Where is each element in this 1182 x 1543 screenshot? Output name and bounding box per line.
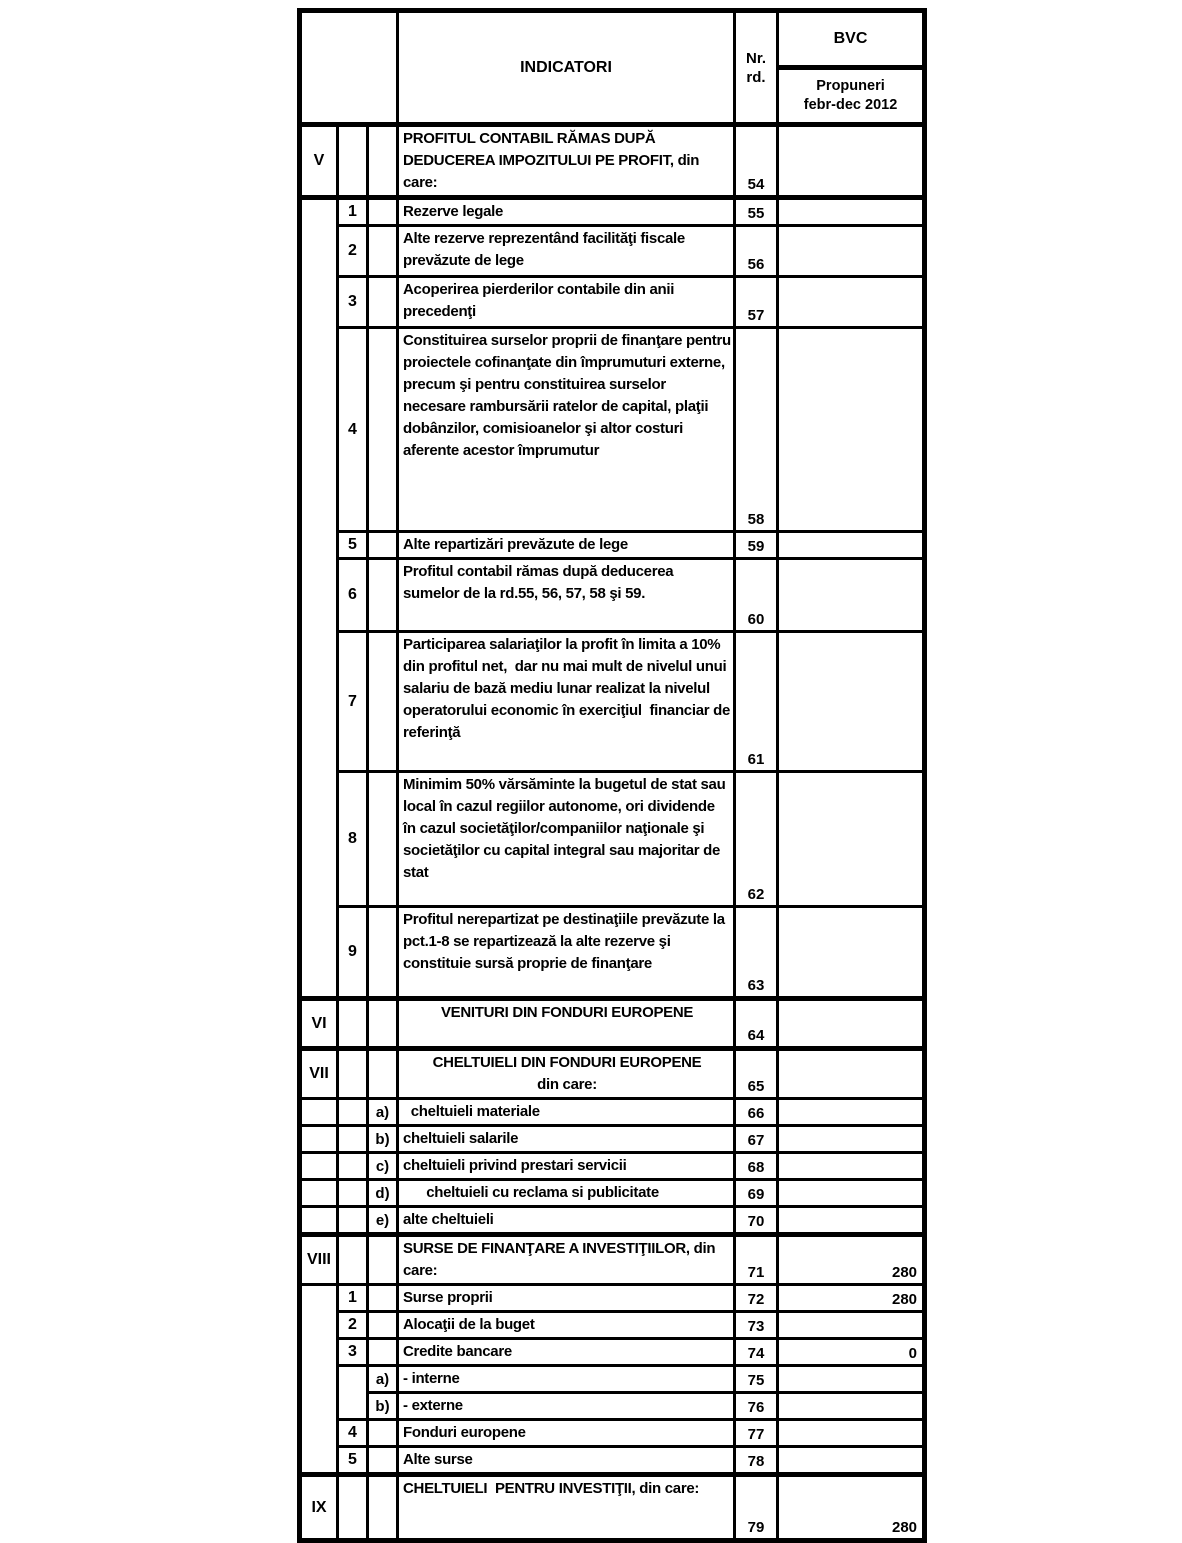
cell-subrow-number: 6: [338, 559, 368, 632]
header-row-1: [300, 11, 925, 68]
cell-section-numeral: VI: [300, 999, 338, 1049]
cell-nr-rd: 79: [735, 1475, 778, 1541]
indicator-text: alte cheltuieli: [403, 1211, 494, 1228]
cell-letter: c): [368, 1153, 398, 1180]
cell-indicator: [398, 198, 735, 226]
cell-subrow-number: 2: [338, 1312, 368, 1339]
table-row: [300, 198, 925, 226]
cell-subrow-number: [338, 999, 368, 1049]
indicator-text: Alocaţii de la buget: [403, 1316, 535, 1333]
indicator-text: CHELTUIELI DIN FONDURI EUROPENE: [432, 1054, 702, 1071]
cell-indicator: [398, 1099, 735, 1126]
indicator-text: Fonduri europene: [403, 1424, 526, 1441]
indicator-text: Profitul contabil rămas după deducerea sumelor de la rd.55, 56, 57, 58 şi 59.: [403, 563, 678, 602]
cell-section-numeral: [300, 1153, 338, 1180]
cell-nr-rd: 78: [735, 1447, 778, 1475]
cell-value: [778, 772, 925, 907]
cell-letter: [368, 1235, 398, 1285]
indicator-text: Surse proprii: [403, 1289, 493, 1306]
cell-subrow-number: 5: [338, 532, 368, 559]
table-row: [300, 1312, 925, 1339]
cell-letter: [368, 1420, 398, 1447]
cell-section-numeral: [300, 1207, 338, 1235]
cell-indicator: [398, 532, 735, 559]
indicator-text: Alte repartizări prevăzute de lege: [403, 536, 628, 553]
cell-value: [778, 226, 925, 277]
cell-section-numeral: IX: [300, 1475, 338, 1541]
cell-subrow-number: 7: [338, 632, 368, 772]
cell-nr-rd: 76: [735, 1393, 778, 1420]
header-nr-line2: rd.: [746, 68, 766, 86]
indicator-text: cheltuieli salarile: [403, 1130, 519, 1147]
cell-letter: [368, 328, 398, 532]
cell-letter: [368, 198, 398, 226]
cell-section-numeral: [300, 198, 338, 999]
indicator-text: CHELTUIELI PENTRU INVESTIŢII, din care:: [403, 1480, 700, 1497]
cell-subrow-number: [338, 1366, 368, 1420]
cell-nr-rd: 65: [735, 1049, 778, 1099]
cell-nr-rd: 62: [735, 772, 778, 907]
cell-section-numeral: VIII: [300, 1235, 338, 1285]
indicator-text: Profitul nerepartizat pe destinaţiile prevăzute la pct.1-8 se repartizează la alte rezerve şi constituie sursă proprie de finanţare: [403, 911, 729, 972]
cell-letter: [368, 1447, 398, 1475]
indicator-text: cheltuieli privind prestari servicii: [403, 1157, 627, 1174]
cell-indicator: [398, 1420, 735, 1447]
table-row: [300, 1285, 925, 1312]
cell-indicator: [398, 559, 735, 632]
table-row: [300, 1180, 925, 1207]
table-row: [300, 1393, 925, 1420]
cell-indicator: [398, 1366, 735, 1393]
cell-subrow-number: [338, 1153, 368, 1180]
header-nr-rd: [735, 11, 778, 125]
cell-value: [778, 532, 925, 559]
table-row: [300, 1339, 925, 1366]
cell-indicator: [398, 632, 735, 772]
cell-nr-rd: 74: [735, 1339, 778, 1366]
indicator-text: VENITURI DIN FONDURI EUROPENE: [440, 1004, 694, 1021]
cell-letter: [368, 907, 398, 999]
header-propuneri-line1: Propuneri: [816, 78, 885, 94]
cell-letter: [368, 1312, 398, 1339]
cell-nr-rd: 67: [735, 1126, 778, 1153]
indicator-text: - interne: [403, 1370, 460, 1387]
header-propuneri-line2: febr-dec 2012: [803, 97, 898, 113]
table-row: [300, 559, 925, 632]
cell-nr-rd: 56: [735, 226, 778, 277]
cell-indicator: [398, 1339, 735, 1366]
cell-indicator: [398, 277, 735, 328]
header-nr-line1: Nr.: [746, 49, 767, 67]
table-header: [300, 11, 925, 125]
cell-subrow-number: 5: [338, 1447, 368, 1475]
cell-value: [778, 1447, 925, 1475]
cell-value: [778, 1180, 925, 1207]
cell-indicator: [398, 1285, 735, 1312]
cell-indicator: [398, 1235, 735, 1285]
indicator-text-line2: din care:: [537, 1076, 597, 1093]
cell-value: [778, 1366, 925, 1393]
cell-nr-rd: 72: [735, 1285, 778, 1312]
cell-subrow-number: 3: [338, 1339, 368, 1366]
cell-letter: [368, 1285, 398, 1312]
cell-subrow-number: [338, 1099, 368, 1126]
cell-value: [778, 1126, 925, 1153]
cell-subrow-number: 2: [338, 226, 368, 277]
table-row: [300, 999, 925, 1049]
cell-subrow-number: [338, 1049, 368, 1099]
cell-indicator: [398, 1126, 735, 1153]
cell-section-numeral: [300, 1099, 338, 1126]
cell-indicator: [398, 1447, 735, 1475]
cell-letter: [368, 1475, 398, 1541]
cell-subrow-number: [338, 1235, 368, 1285]
cell-indicator: [398, 1475, 735, 1541]
cell-subrow-number: [338, 1475, 368, 1541]
cell-subrow-number: [338, 125, 368, 198]
cell-letter: [368, 1339, 398, 1366]
cell-value: [778, 632, 925, 772]
cell-nr-rd: 63: [735, 907, 778, 999]
cell-nr-rd: 77: [735, 1420, 778, 1447]
table-row: [300, 1049, 925, 1099]
cell-value: [778, 1312, 925, 1339]
cell-value: [778, 1393, 925, 1420]
cell-value: [778, 1099, 925, 1126]
table-row: [300, 532, 925, 559]
indicator-text: Alte surse: [403, 1451, 473, 1468]
cell-nr-rd: 68: [735, 1153, 778, 1180]
cell-nr-rd: 60: [735, 559, 778, 632]
indicator-text: PROFITUL CONTABIL RĂMAS DUPĂ DEDUCEREA IMPOZITULUI PE PROFIT, din care:: [403, 130, 704, 191]
cell-indicator: [398, 999, 735, 1049]
cell-nr-rd: 59: [735, 532, 778, 559]
cell-indicator: [398, 907, 735, 999]
cell-indicator: [398, 1049, 735, 1099]
cell-nr-rd: 55: [735, 198, 778, 226]
cell-letter: [368, 277, 398, 328]
cell-section-numeral: V: [300, 125, 338, 198]
cell-letter: [368, 999, 398, 1049]
cell-subrow-number: 4: [338, 1420, 368, 1447]
cell-subrow-number: 1: [338, 1285, 368, 1312]
cell-value: 280: [778, 1285, 925, 1312]
cell-value: [778, 999, 925, 1049]
cell-indicator: [398, 226, 735, 277]
indicator-text: Alte rezerve reprezentând facilităţi fiscale prevăzute de lege: [403, 230, 689, 269]
table-row: [300, 1235, 925, 1285]
cell-subrow-number: [338, 1207, 368, 1235]
cell-value: [778, 1207, 925, 1235]
indicator-text: cheltuieli materiale: [403, 1103, 540, 1120]
cell-letter: [368, 1049, 398, 1099]
cell-section-numeral: VII: [300, 1049, 338, 1099]
cell-nr-rd: 69: [735, 1180, 778, 1207]
cell-subrow-number: [338, 1126, 368, 1153]
cell-letter: b): [368, 1393, 398, 1420]
cell-nr-rd: 66: [735, 1099, 778, 1126]
cell-nr-rd: 57: [735, 277, 778, 328]
indicator-text: SURSE DE FINANŢARE A INVESTIŢIILOR, din care:: [403, 1240, 720, 1279]
table-row: [300, 907, 925, 999]
cell-value: [778, 1153, 925, 1180]
table-row: [300, 1099, 925, 1126]
cell-value: 280: [778, 1475, 925, 1541]
cell-indicator: [398, 772, 735, 907]
indicator-text: Constituirea surselor proprii de finanţare pentru proiectele cofinanţate din împrumuturi externe, precum şi pentru constituirea surselor necesare rambursării ratelor de capital, plaţii dobânzilor, comisioanelor şi altor costuri aferente acestor împrumutur: [403, 332, 735, 459]
cell-subrow-number: 3: [338, 277, 368, 328]
cell-indicator: [398, 1180, 735, 1207]
cell-value: [778, 1049, 925, 1099]
cell-nr-rd: 70: [735, 1207, 778, 1235]
header-propuneri: [778, 68, 925, 125]
cell-letter: [368, 226, 398, 277]
cell-letter: a): [368, 1099, 398, 1126]
table-row: [300, 632, 925, 772]
cell-indicator: [398, 1153, 735, 1180]
indicator-text: cheltuieli cu reclama si publicitate: [403, 1184, 659, 1201]
cell-nr-rd: 71: [735, 1235, 778, 1285]
cell-value: [778, 1420, 925, 1447]
cell-section-numeral: [300, 1126, 338, 1153]
indicator-text: - externe: [403, 1397, 463, 1414]
cell-letter: b): [368, 1126, 398, 1153]
table-row: [300, 1475, 925, 1541]
cell-nr-rd: 75: [735, 1366, 778, 1393]
cell-subrow-number: 8: [338, 772, 368, 907]
table-row: [300, 277, 925, 328]
corner-cell: [300, 11, 398, 125]
cell-letter: a): [368, 1366, 398, 1393]
cell-value: [778, 198, 925, 226]
cell-nr-rd: 73: [735, 1312, 778, 1339]
cell-indicator: [398, 1312, 735, 1339]
cell-value: 0: [778, 1339, 925, 1366]
indicator-text: Participarea salariaţilor la profit în limita a 10% din profitul net, dar nu mai mult de nivelul unui salariu de bază mediu lunar realizat la nivelul operatorului economic în exerciţiul financiar de referinţă: [403, 636, 734, 741]
cell-value: 280: [778, 1235, 925, 1285]
cell-indicator: [398, 1393, 735, 1420]
table-body: [300, 125, 925, 1541]
indicator-text: Rezerve legale: [403, 203, 504, 220]
cell-indicator: [398, 125, 735, 198]
header-bvc: BVC: [778, 11, 925, 68]
cell-indicator: [398, 328, 735, 532]
table-row: [300, 1420, 925, 1447]
cell-letter: [368, 125, 398, 198]
cell-nr-rd: 58: [735, 328, 778, 532]
indicator-text: Minimim 50% vărsăminte la bugetul de stat sau local în cazul regiilor autonome, ori dividende în cazul societăţilor/companiilor naţionale şi societăţilor cu capital integral sau majoritar de stat: [403, 776, 730, 881]
cell-nr-rd: 54: [735, 125, 778, 198]
cell-letter: [368, 772, 398, 907]
cell-letter: [368, 632, 398, 772]
header-indicatori: INDICATORI: [398, 11, 735, 125]
cell-subrow-number: [338, 1180, 368, 1207]
cell-value: [778, 328, 925, 532]
cell-letter: e): [368, 1207, 398, 1235]
cell-section-numeral: [300, 1285, 338, 1475]
cell-value: [778, 125, 925, 198]
cell-subrow-number: 1: [338, 198, 368, 226]
table-row: [300, 125, 925, 198]
table-row: [300, 772, 925, 907]
table-row: [300, 226, 925, 277]
table-row: [300, 328, 925, 532]
cell-value: [778, 559, 925, 632]
table-row: [300, 1153, 925, 1180]
cell-letter: [368, 532, 398, 559]
cell-letter: d): [368, 1180, 398, 1207]
cell-subrow-number: 4: [338, 328, 368, 532]
table-row: [300, 1447, 925, 1475]
table-row: [300, 1207, 925, 1235]
indicator-text: Acoperirea pierderilor contabile din anii precedenţi: [403, 281, 678, 320]
table-row: [300, 1366, 925, 1393]
cell-value: [778, 907, 925, 999]
cell-value: [778, 277, 925, 328]
cell-subrow-number: 9: [338, 907, 368, 999]
budget-table: [297, 8, 927, 1543]
indicator-text: Credite bancare: [403, 1343, 512, 1360]
cell-nr-rd: 61: [735, 632, 778, 772]
table-row: [300, 1126, 925, 1153]
cell-indicator: [398, 1207, 735, 1235]
cell-letter: [368, 559, 398, 632]
cell-nr-rd: 64: [735, 999, 778, 1049]
cell-section-numeral: [300, 1180, 338, 1207]
